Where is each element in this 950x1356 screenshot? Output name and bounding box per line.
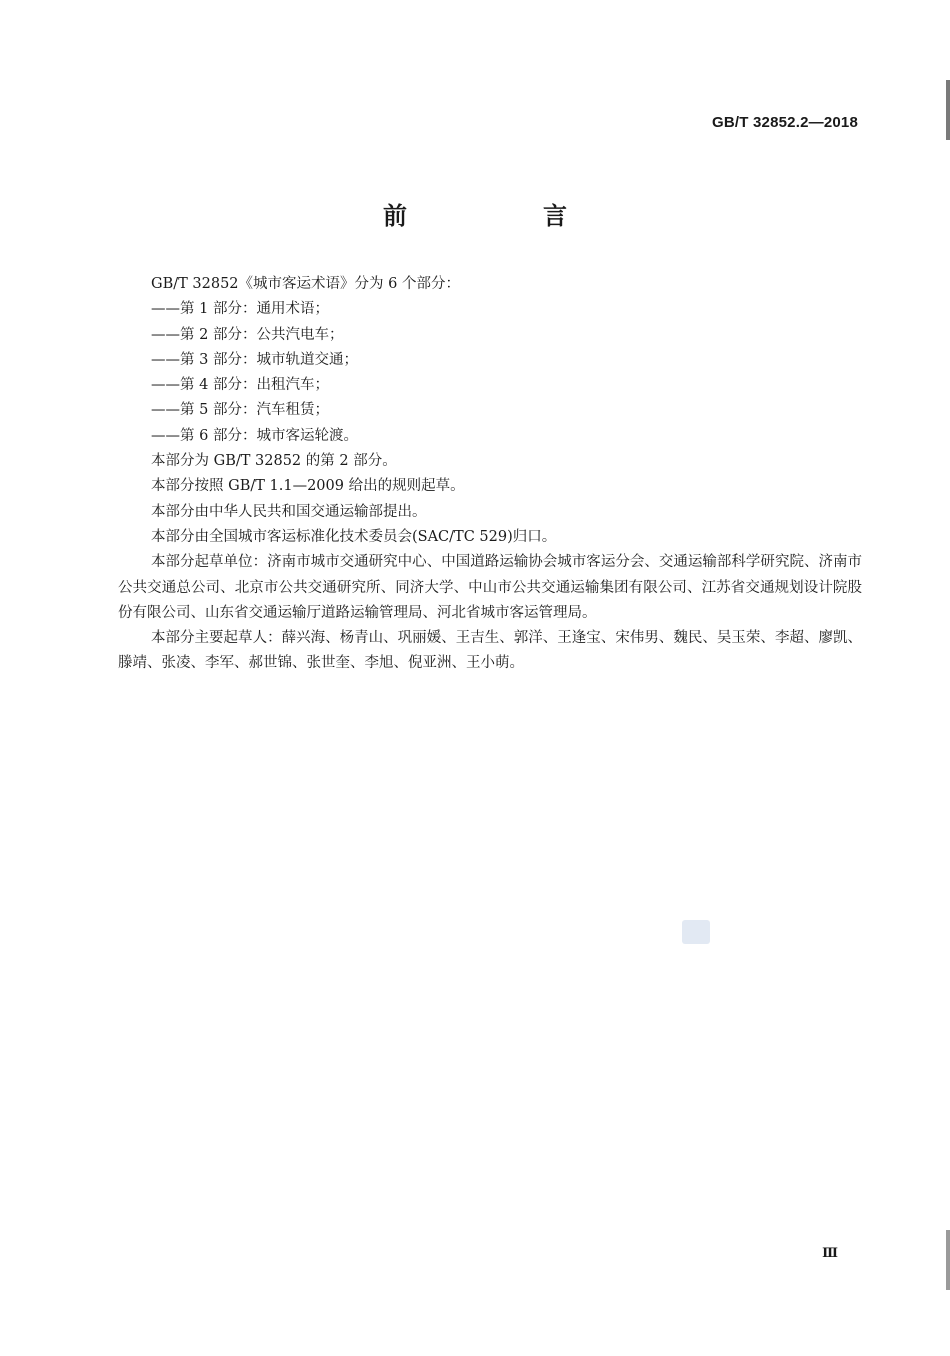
page-edge-shadow xyxy=(946,80,950,140)
part-list-item: ——第 4 部分：出租汽车； xyxy=(151,377,329,394)
part-list-item: ——第 1 部分：通用术语； xyxy=(151,301,329,318)
part-statement: 本部分为 GB/T 32852 的第 2 部分。 xyxy=(151,453,397,470)
page-number: Ⅲ xyxy=(822,1246,838,1261)
drafting-rules-statement: 本部分按照 GB/T 1.1—2009 给出的规则起草。 xyxy=(151,478,465,495)
part-list-item: ——第 2 部分：公共汽电车； xyxy=(151,326,344,343)
page-edge-shadow-lower xyxy=(946,1230,950,1290)
part-list-item: ——第 5 部分：汽车租赁； xyxy=(151,402,329,419)
standard-number: GB/T 32852.2—2018 xyxy=(712,114,858,131)
proposer-statement: 本部分由中华人民共和国交通运输部提出。 xyxy=(151,503,427,520)
parts-intro-line: GB/T 32852《城市客运术语》分为 6 个部分： xyxy=(151,276,460,292)
drafting-units-paragraph: 本部分起草单位：济南市城市交通研究中心、中国道路运输协会城市客运分会、交通运输部科学研究院、济南市公共交通总公司、北京市公共交通研究所、同济大学、中山市公共交通运输集团有限公司、江苏省交通规划设计院股份有限公司、山东省交通运输厅道路运输管理局、河北省城市客运管理局。 xyxy=(118,554,862,621)
committee-statement: 本部分由全国城市客运标准化技术委员会(SAC/TC 529)归口。 xyxy=(151,528,557,545)
foreword-body xyxy=(118,272,862,677)
part-list-item: ——第 3 部分：城市轨道交通； xyxy=(151,351,358,368)
part-list-item: ——第 6 部分：城市客运轮渡。 xyxy=(151,427,358,444)
watermark-mark xyxy=(682,920,710,944)
page-title: 前 言 xyxy=(383,202,623,230)
drafters-paragraph: 本部分主要起草人：薛兴海、杨青山、巩丽媛、王吉生、郭洋、王逢宝、宋伟男、魏民、吴玉荣、李超、廖凯、滕靖、张凌、李军、郝世锦、张世奎、李旭、倪亚洲、王小萌。 xyxy=(118,630,862,672)
